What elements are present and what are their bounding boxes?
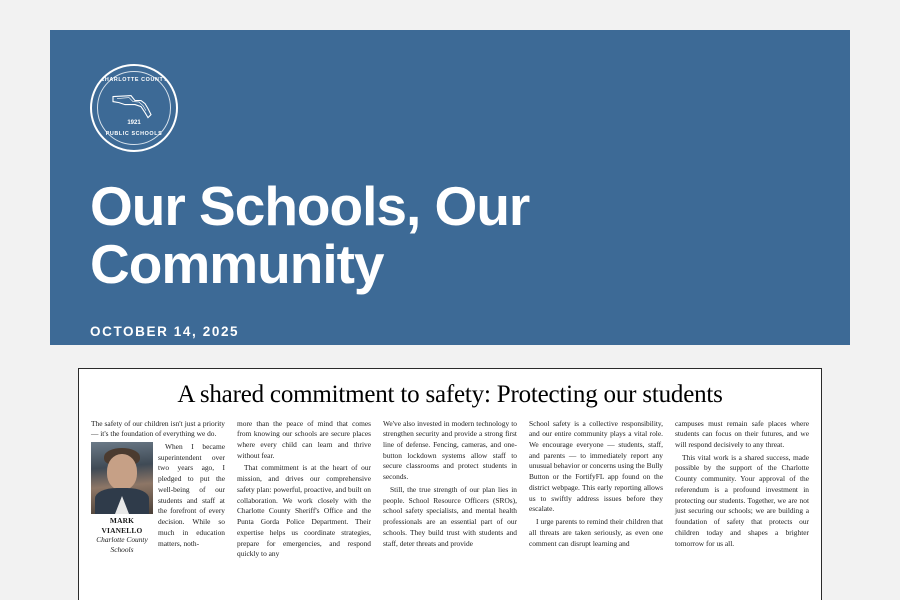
florida-outline-icon — [111, 91, 157, 121]
article-paragraph: I urge parents to remind their children that all threats are taken seriously, as even one comment can disrupt learning and — [529, 517, 663, 548]
article-paragraph: When I became superintendent over two years ago, I pledged to put the well-being of our students and staff at the forefront of every decision. While so much in education matters, noth- — [158, 441, 225, 548]
article-paragraph: That commitment is at the heart of our mission, and drives our comprehensive safety plan: powerful, proactive, and built on collaboration. We work closely with the Charlotte County Sheriff's Office and the Punta Gorda Police Department. Their expertise helps us coordinate strategies, prepare for emergencies, and respond quickly to any — [237, 463, 371, 559]
article-paragraph: Still, the true strength of our plan lies in people. School Resource Officers (SROs), school safety specialists, and mental health professionals are an essential part of our schools. They build trust with students and staff, deter threats and provide — [383, 484, 517, 548]
page-title: Our Schools, Our Community — [90, 175, 530, 295]
seal-year: 1921 — [127, 120, 141, 126]
portrait-caption-role: Charlotte County Schools — [96, 535, 148, 554]
seal-bottom-text: PUBLIC SCHOOLS — [105, 131, 163, 137]
school-district-seal-icon — [90, 64, 178, 152]
header-banner — [50, 30, 850, 345]
superintendent-portrait-photo — [91, 442, 153, 514]
portrait-caption-name: MARK VIANELLO — [101, 515, 143, 535]
article-paragraph: This vital work is a shared success, made possible by the support of the Charlotte County community. Your approval of the referendum is a profound investment in protecting our students. Together, we are not just securing our schools; we are building a foundation of safety that protects our children today and shapes a brighter tomorrow for us all. — [675, 452, 809, 548]
portrait-caption — [91, 516, 153, 555]
article-paragraph: campuses must remain safe places where students can focus on their futures, and we will respond decisively to any threat. — [675, 418, 809, 449]
portrait-face — [107, 454, 137, 490]
article-column-2 — [237, 419, 371, 563]
article-paragraph: School safety is a collective responsibility, and our entire community plays a vital role. We encourage everyone — students, staff, and parents — to immediately report any unusual behavior or concerns using the Bully Button or the FortifyFL app found on the district webpage. This early reporting allows us to swiftly address issues before they escalate. — [529, 418, 663, 514]
article-paragraph: We've also invested in modern technology to strengthen security and provide a strong first line of defense. Fencing, cameras, and one-button lockdown systems allow staff to secure classrooms and protect students in seconds. — [383, 418, 517, 482]
article-headline: A shared commitment to safety: Protecting our students — [177, 381, 723, 408]
portrait-figure — [91, 442, 153, 555]
article-column-3 — [383, 419, 517, 552]
article-column-5 — [675, 419, 809, 552]
issue-date: OCTOBER 14, 2025 — [90, 323, 240, 339]
article-column-4 — [529, 419, 663, 552]
newspaper-clipping — [78, 368, 822, 600]
seal-top-text: CHARLOTTE COUNTY — [100, 77, 168, 83]
article-columns — [91, 419, 809, 563]
article-paragraph: The safety of our children isn't just a priority — it's the foundation of everything we do. — [91, 418, 225, 439]
article-paragraph: more than the peace of mind that comes from knowing our schools are secure places where every child can learn and thrive without fear. — [237, 418, 371, 460]
article-column-1 — [91, 419, 225, 557]
